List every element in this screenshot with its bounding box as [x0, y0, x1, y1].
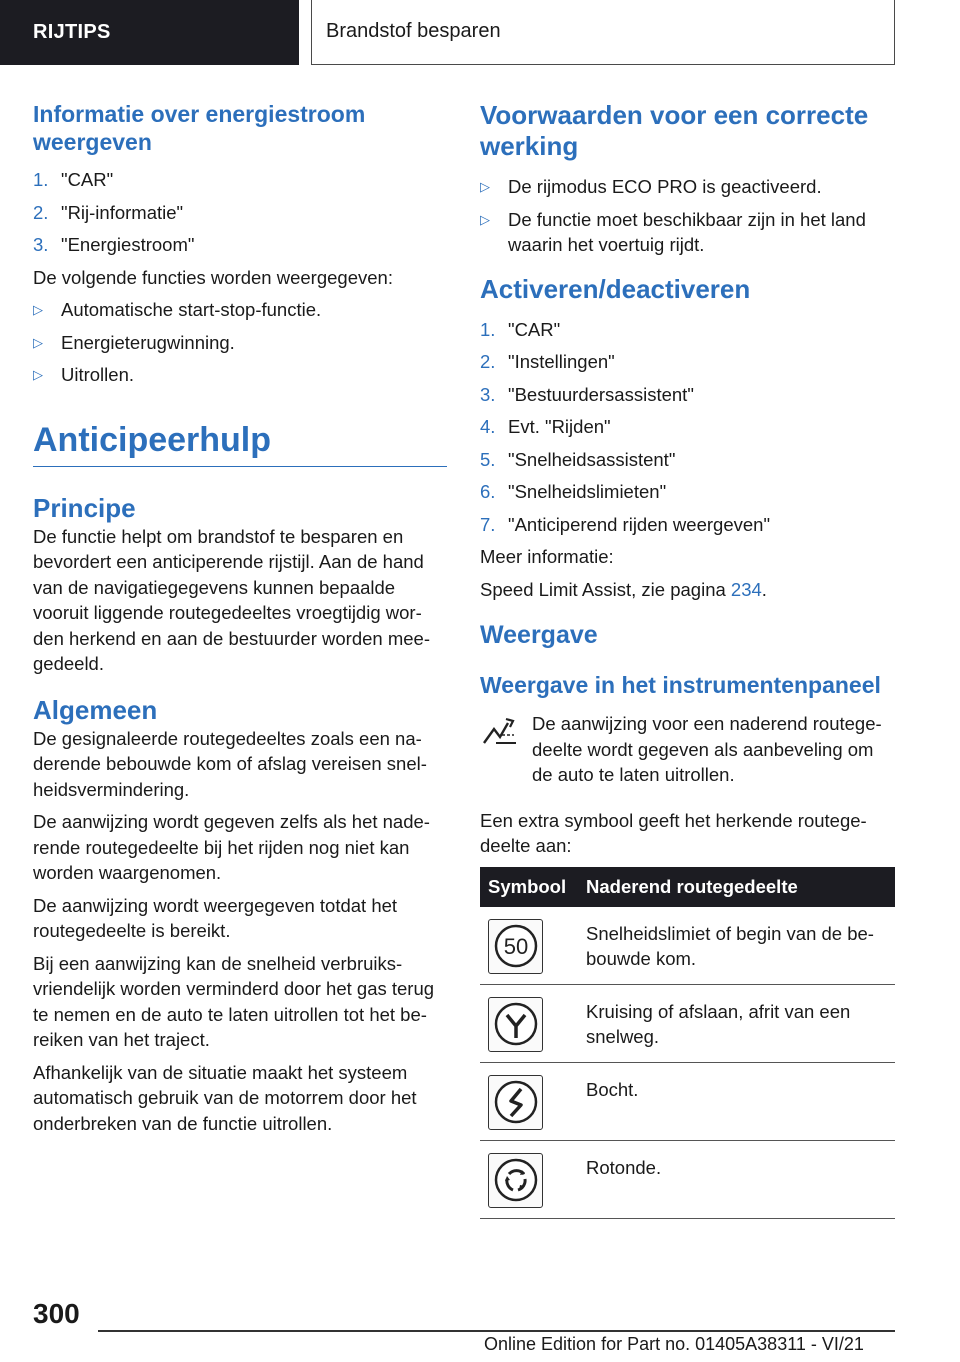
- energy-flow-heading: Informatie over energiestroom weergeven: [33, 101, 366, 155]
- table-cell: Kruising of afslaan, afrit van een snelweg.: [578, 984, 895, 1062]
- triangle-bullet-icon: ▷: [33, 334, 43, 350]
- triangle-bullet-icon: ▷: [480, 211, 490, 227]
- list-item: 2. "Instellingen": [480, 351, 615, 372]
- principle-heading: Principe: [33, 492, 136, 523]
- list-item: 7. "Anticiperend rijden weergeven": [480, 513, 771, 535]
- functions-list: [33, 297, 447, 388]
- list-item: ▷ Energieterugwinning.: [33, 330, 447, 356]
- left-column: [33, 100, 447, 1143]
- list-item: 1. "CAR": [33, 169, 114, 190]
- list-item: 4. Evt. "Rijden": [480, 416, 611, 437]
- triangle-bullet-icon: ▷: [33, 367, 43, 382]
- list-item: ▷ Automatische start-stop-functie.: [33, 297, 447, 323]
- junction-icon: [488, 997, 543, 1052]
- display-heading: Weergave: [480, 621, 598, 649]
- principle-text: De functie helpt om brandstof te besparen en bevordert een anticiperende rijstijl. Aan de hand van de navigatiegegevens kunnen bepaalde vooruit liggende routegedeeltes vroegtijdig wor-den herkend en aan de bestuurder worden mee-gedeeld.: [33, 525, 430, 674]
- list-item: 1. "CAR": [480, 318, 561, 340]
- section-label: RIJTIPS: [0, 0, 299, 65]
- panel-text: De aanwijzing voor een naderend routege-deelte wordt gegeven als aanbeveling om de auto te laten uitrollen.: [532, 713, 882, 785]
- panel-info: [480, 711, 895, 788]
- page-link[interactable]: 234: [730, 578, 762, 600]
- general-paragraph: De gesignaleerde routegedeeltes zoals een na-derende bebouwde kom of afslag vereisen snel-heidsvermindering.: [33, 727, 427, 800]
- table-row: [480, 984, 895, 1062]
- symbol-table: [480, 867, 895, 1219]
- activate-steps-list: [480, 317, 895, 538]
- conditions-list: [480, 174, 895, 258]
- triangle-bullet-icon: ▷: [33, 302, 43, 317]
- list-item: ▷ Uitrollen.: [33, 362, 447, 388]
- right-column: [480, 100, 895, 1219]
- energy-steps-list: [33, 167, 447, 258]
- table-row: [480, 907, 895, 985]
- list-item: 6. "Snelheidslimieten": [480, 481, 667, 502]
- activate-heading: Activeren/deactiveren: [480, 273, 751, 304]
- anticipation-heading: Anticipeerhulp: [33, 420, 447, 467]
- speed-limit-50-icon: [488, 919, 543, 974]
- general-paragraph: Afhankelijk van de situatie maakt het systeem automatisch gebruik van de motorrem door het onderbreken van de functie uitrollen.: [33, 1061, 417, 1134]
- table-header-symbol: Symbool: [480, 867, 578, 907]
- list-item: ▷ De functie moet beschikbaar zijn in het land waarin het voertuig rijdt.: [480, 207, 895, 258]
- table-cell: Bocht.: [578, 1062, 895, 1140]
- roundabout-icon: [488, 1153, 543, 1208]
- table-cell: Snelheidslimiet of begin van de be-bouwde kom.: [578, 907, 895, 985]
- list-item: 5. "Snelheidsassistent": [480, 448, 676, 470]
- conditions-heading: Voorwaarden voor een correcte werking: [480, 100, 869, 161]
- functions-intro: De volgende functies worden weergegeven:: [33, 266, 393, 288]
- triangle-bullet-icon: ▷: [480, 179, 490, 194]
- extra-symbol-text: Een extra symbool geeft het herkende routege-deelte aan:: [480, 809, 867, 856]
- table-cell: Rotonde.: [578, 1140, 895, 1218]
- list-item: 3. "Energiestroom": [33, 234, 195, 255]
- footer-divider: [98, 1330, 895, 1332]
- general-paragraph: De aanwijzing wordt weergegeven totdat het routegedeelte is bereikt.: [33, 894, 398, 941]
- more-info-label: Meer informatie:: [480, 546, 614, 567]
- list-item: 2. "Rij-informatie": [33, 201, 184, 223]
- anticipation-car-icon: [480, 713, 520, 751]
- page-title: Brandstof besparen: [311, 0, 895, 65]
- general-paragraph: De aanwijzing wordt gegeven zelfs als het nade-rende routegedeelte bij het rijden nog niet kan worden waargenomen.: [33, 811, 430, 883]
- edition-text: Online Edition for Part no. 01405A38311 - VI/21: [484, 1334, 864, 1354]
- cross-reference: Speed Limit Assist, zie pagina 234.: [480, 578, 767, 600]
- svg-text:50: 50: [503, 934, 528, 959]
- list-item: ▷ De rijmodus ECO PRO is geactiveerd.: [480, 174, 895, 200]
- table-row: [480, 1140, 895, 1218]
- general-heading: Algemeen: [33, 694, 158, 725]
- table-header-section: Naderend routegedeelte: [578, 867, 895, 907]
- curve-icon: [488, 1075, 543, 1130]
- page-number: 300: [33, 1298, 80, 1329]
- table-row: [480, 1062, 895, 1140]
- list-item: 3. "Bestuurdersassistent": [480, 383, 694, 405]
- general-paragraph: Bij een aanwijzing kan de snelheid verbruiks-vriendelijk worden verminderd door het gas terug te nemen en de auto te laten uitrollen tot het be-reiken van het traject.: [33, 952, 435, 1050]
- instrument-panel-heading: Weergave in het instrumentenpaneel: [480, 672, 881, 698]
